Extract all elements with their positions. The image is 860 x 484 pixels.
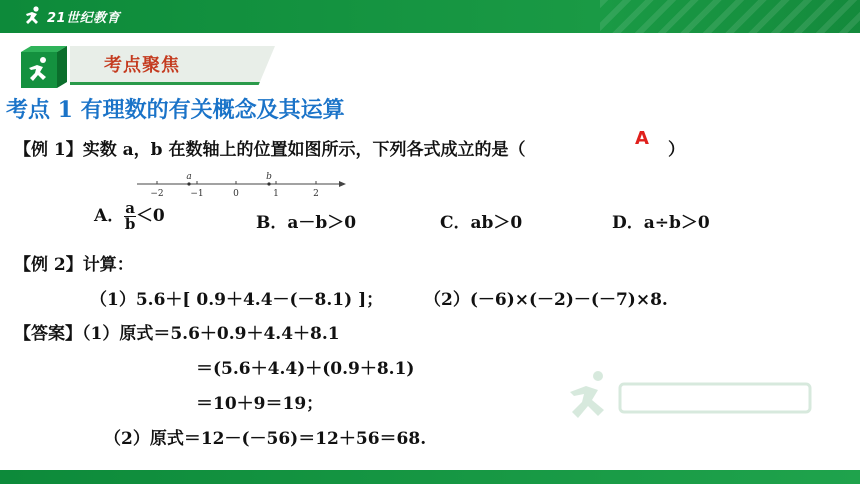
section-banner-title: 考点聚焦 [104,55,180,76]
number-line-figure [135,170,347,202]
header-stripes [600,0,860,33]
example2-prefix: 【例 2】 [14,255,83,275]
option-d: D．a÷b＞0 [612,213,710,233]
fraction-a-over-b [124,201,136,232]
example2-title: 计算： [82,255,134,275]
top-header-bar [0,0,860,33]
watermark-logo [560,368,820,428]
example1-answer: A [635,128,649,149]
runner-logo-icon [22,5,44,27]
solution-prefix: 【答案】 [14,324,82,344]
bottom-footer-bar [0,470,860,484]
solution-line4: （2）原式＝12－(－56)＝12＋56＝68. [104,429,427,449]
tick-label: 0 [233,189,239,199]
point-a [187,182,190,185]
option-a [94,201,165,232]
tick-label: −1 [190,189,204,199]
example2-line [14,250,134,275]
example2-item2: （2）(－6)×(－2)－(－7)×8. [424,290,668,310]
logo-text: 21世纪教育 [47,10,121,26]
tick-label: 2 [313,189,319,199]
tick-label: −2 [150,189,164,199]
point-b-label: b [266,172,272,182]
option-a-rest: ＜0 [135,206,165,226]
fraction-numerator: a [125,199,135,217]
option-b: B．a－b＞0 [256,213,357,233]
topic-heading: 考点 1 有理数的有关概念及其运算 [6,97,345,123]
point-b [267,182,270,185]
banner-cube-icon [17,44,71,90]
example1-prefix: 【例 1】 [14,140,83,160]
example1-question: 实数 a，b 在数轴上的位置如图所示，下列各式成立的是（ [82,140,526,160]
fraction-denominator: b [124,215,136,233]
logo [22,4,120,28]
solution-step1: （1）原式＝5.6＋0.9＋4.4＋8.1 [82,324,340,344]
example2-item1: （1）5.6＋[ 0.9＋4.4－(－8.1) ]； [90,290,384,310]
example1-line [14,135,526,160]
tick-label: 1 [273,189,279,199]
example1-close: ） [668,140,685,160]
solution-line2: ＝(5.6＋4.4)＋(0.9＋8.1) [196,359,415,379]
point-a-label: a [186,172,192,182]
solution-line1 [14,319,340,344]
solution-line3: ＝10＋9＝19； [196,394,324,414]
option-a-label: A． [94,206,125,226]
option-c: C．ab＞0 [440,213,523,233]
